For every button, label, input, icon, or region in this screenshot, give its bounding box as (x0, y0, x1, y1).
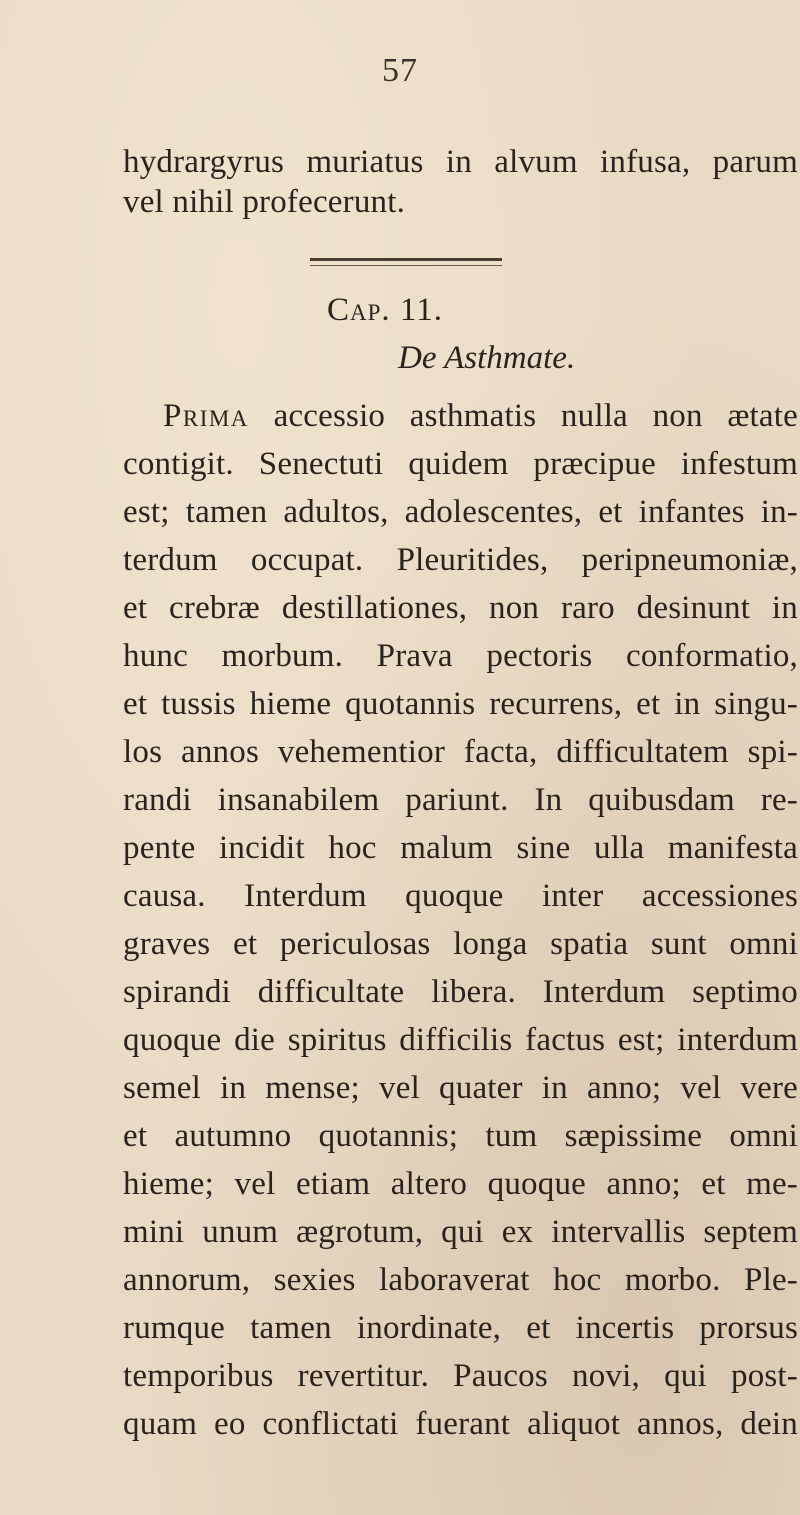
body-line: mini unum ægrotum, qui ex intervallis septem (123, 1214, 798, 1250)
body-line: est; tamen adultos, adolescentes, et infantes in- (123, 494, 798, 530)
body-line: temporibus revertitur. Paucos novi, qui post- (123, 1358, 798, 1394)
body-line: spirandi difficultate libera. Interdum septimo (123, 974, 798, 1010)
chapter-heading: Cap. 11. (327, 292, 443, 328)
chapter-title: De Asthmate. (398, 340, 576, 376)
body-line: et autumno quotannis; tum sæpissime omni (123, 1118, 798, 1154)
section-divider-rule (310, 258, 502, 261)
body-line: terdum occupat. Pleuritides, peripneumoniæ, (123, 542, 798, 578)
body-line: hunc morbum. Prava pectoris conformatio, (123, 638, 798, 674)
intro-line-1: hydrargyrus muriatus in alvum infusa, parum (123, 144, 798, 180)
body-first-line-rest: accessio asthmatis nulla non ætate (273, 398, 798, 434)
intro-line-2: vel nihil profecerunt. (123, 184, 406, 220)
body-line: quam eo conflictati fuerant aliquot annos, dein (123, 1406, 798, 1442)
body-line: graves et periculosas longa spatia sunt omni (123, 926, 798, 962)
body-line: et tussis hieme quotannis recurrens, et in singu- (123, 686, 798, 722)
page-number: 57 (382, 52, 418, 89)
body-line: contigit. Senectuti quidem præcipue infestum (123, 446, 798, 482)
body-first-word: Prima (163, 398, 249, 434)
body-line: pente incidit hoc malum sine ulla manifesta (123, 830, 798, 866)
body-line: los annos vehementior facta, difficultatem spi- (123, 734, 798, 770)
body-line: rumque tamen inordinate, et incertis prorsus (123, 1310, 798, 1346)
body-line: quoque die spiritus difficilis factus est; interdum (123, 1022, 798, 1058)
body-line: hieme; vel etiam altero quoque anno; et me- (123, 1166, 798, 1202)
body-line-1 (163, 396, 798, 436)
body-line: annorum, sexies laboraverat hoc morbo. Ple- (123, 1262, 798, 1298)
body-line: randi insanabilem pariunt. In quibusdam re- (123, 782, 798, 818)
body-line: causa. Interdum quoque inter accessiones (123, 878, 798, 914)
body-line: et crebræ destillationes, non raro desinunt in (123, 590, 798, 626)
body-line: semel in mense; vel quater in anno; vel vere (123, 1070, 798, 1106)
